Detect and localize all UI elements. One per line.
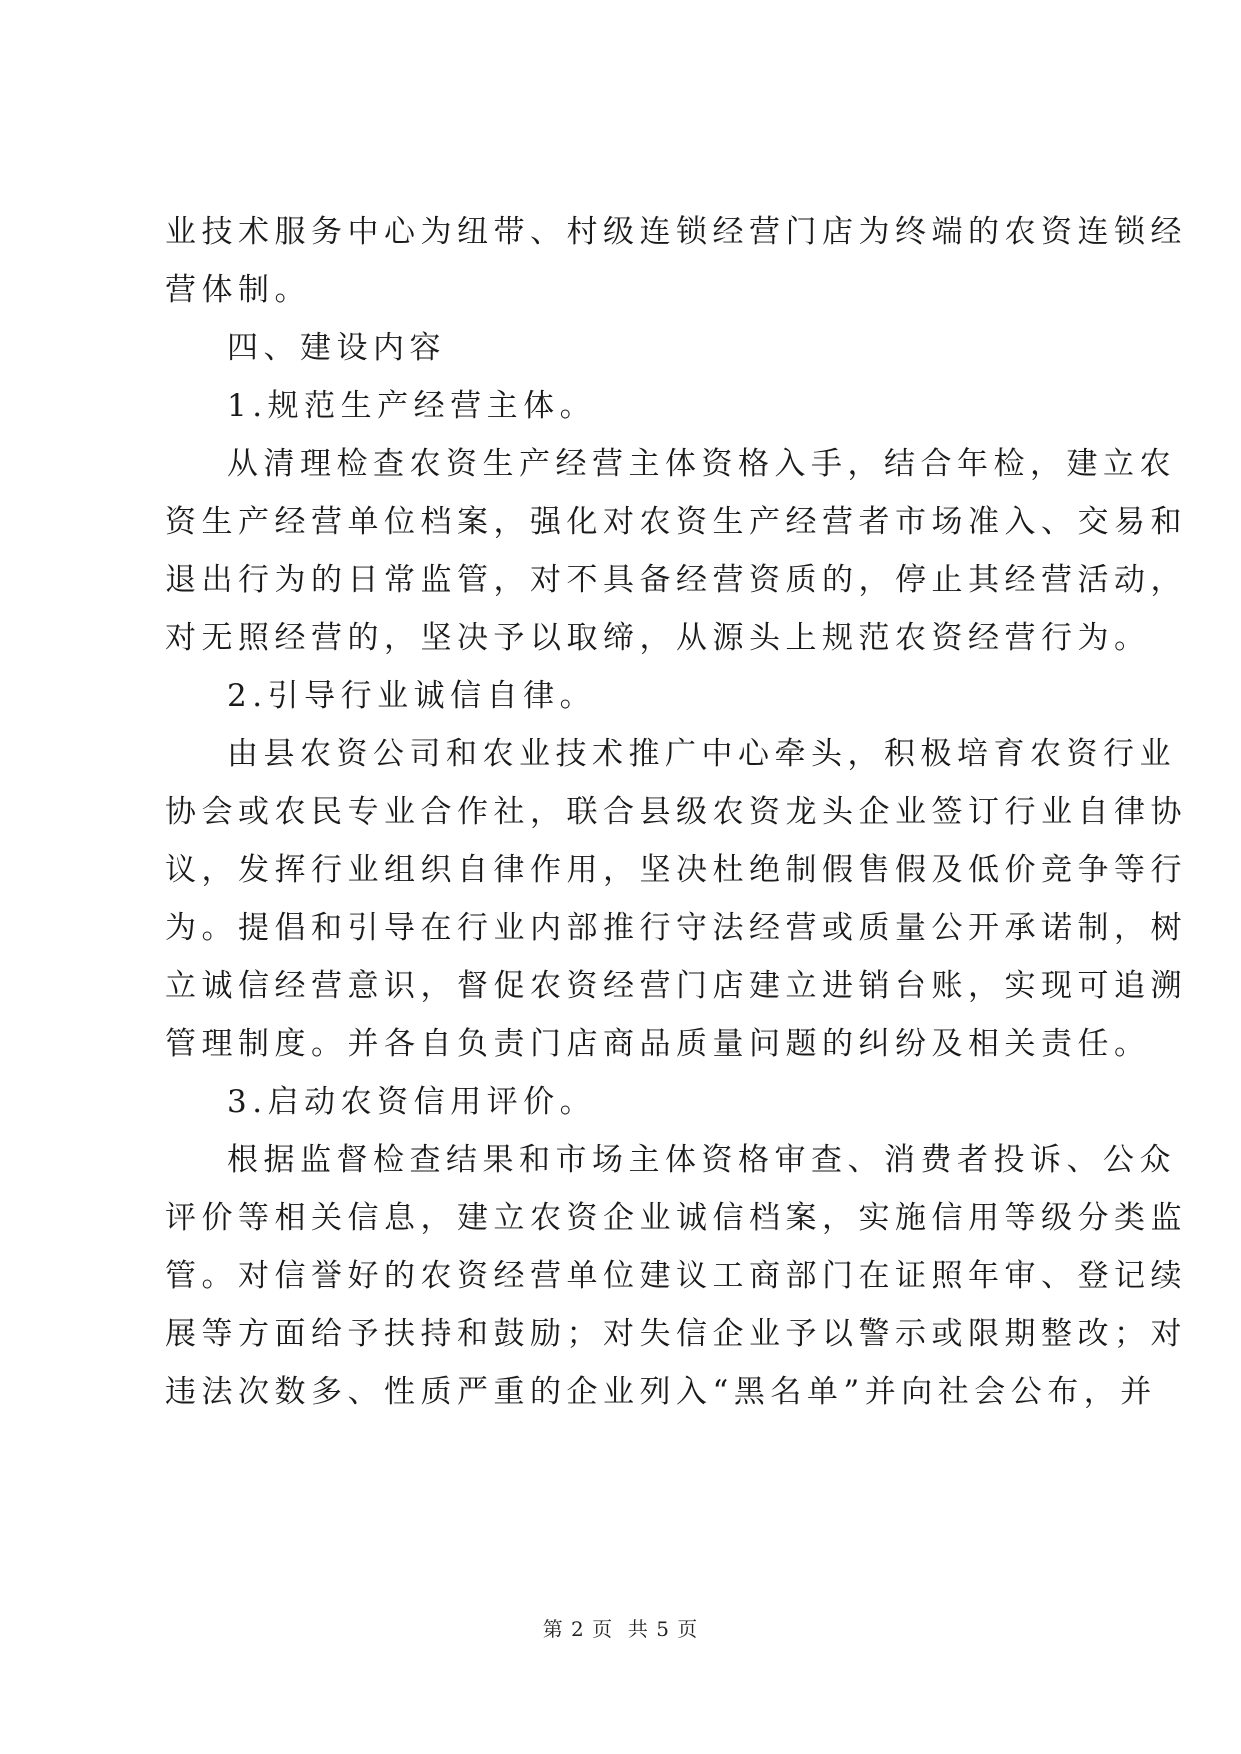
body-line: 管。对信誉好的农资经营单位建议工商部门在证照年审、登记续 bbox=[165, 1258, 1187, 1294]
subsection-heading: 2.引导行业诚信自律。 bbox=[227, 678, 597, 714]
body-line: 违法次数多、性质严重的企业列入“黑名单”并向社会公布，并 bbox=[165, 1374, 1157, 1410]
body-line: 退出行为的日常监管，对不具备经营资质的，停止其经营活动， bbox=[165, 562, 1187, 598]
section-heading: 四、建设内容 bbox=[227, 330, 446, 366]
body-line: 业技术服务中心为纽带、村级连锁经营门店为终端的农资连锁经 bbox=[165, 214, 1187, 250]
body-line: 议，发挥行业组织自律作用，坚决杜绝制假售假及低价竞争等行 bbox=[165, 852, 1187, 888]
subsection-heading: 1.规范生产经营主体。 bbox=[227, 388, 597, 424]
body-line: 为。提倡和引导在行业内部推行守法经营或质量公开承诺制，树 bbox=[165, 910, 1187, 946]
body-line: 从清理检查农资生产经营主体资格入手，结合年检，建立农 bbox=[227, 446, 1176, 482]
subsection-heading: 3.启动农资信用评价。 bbox=[227, 1084, 597, 1120]
body-line: 协会或农民专业合作社，联合县级农资龙头企业签订行业自律协 bbox=[165, 794, 1187, 830]
body-line: 营体制。 bbox=[165, 272, 311, 308]
body-line: 根据监督检查结果和市场主体资格审查、消费者投诉、公众 bbox=[227, 1142, 1176, 1178]
body-line: 管理制度。并各自负责门店商品质量问题的纠纷及相关责任。 bbox=[165, 1026, 1151, 1062]
body-line: 对无照经营的，坚决予以取缔，从源头上规范农资经营行为。 bbox=[165, 620, 1151, 656]
body-line: 资生产经营单位档案，强化对农资生产经营者市场准入、交易和 bbox=[165, 504, 1187, 540]
page-number: 第 2 页 共 5 页 bbox=[542, 1617, 699, 1641]
body-line: 由县农资公司和农业技术推广中心牵头，积极培育农资行业 bbox=[227, 736, 1176, 772]
body-line: 展等方面给予扶持和鼓励；对失信企业予以警示或限期整改；对 bbox=[165, 1316, 1187, 1352]
page-footer bbox=[0, 1616, 1241, 1642]
body-line: 评价等相关信息，建立农资企业诚信档案，实施信用等级分类监 bbox=[165, 1200, 1187, 1236]
body-line: 立诚信经营意识，督促农资经营门店建立进销台账，实现可追溯 bbox=[165, 968, 1187, 1004]
